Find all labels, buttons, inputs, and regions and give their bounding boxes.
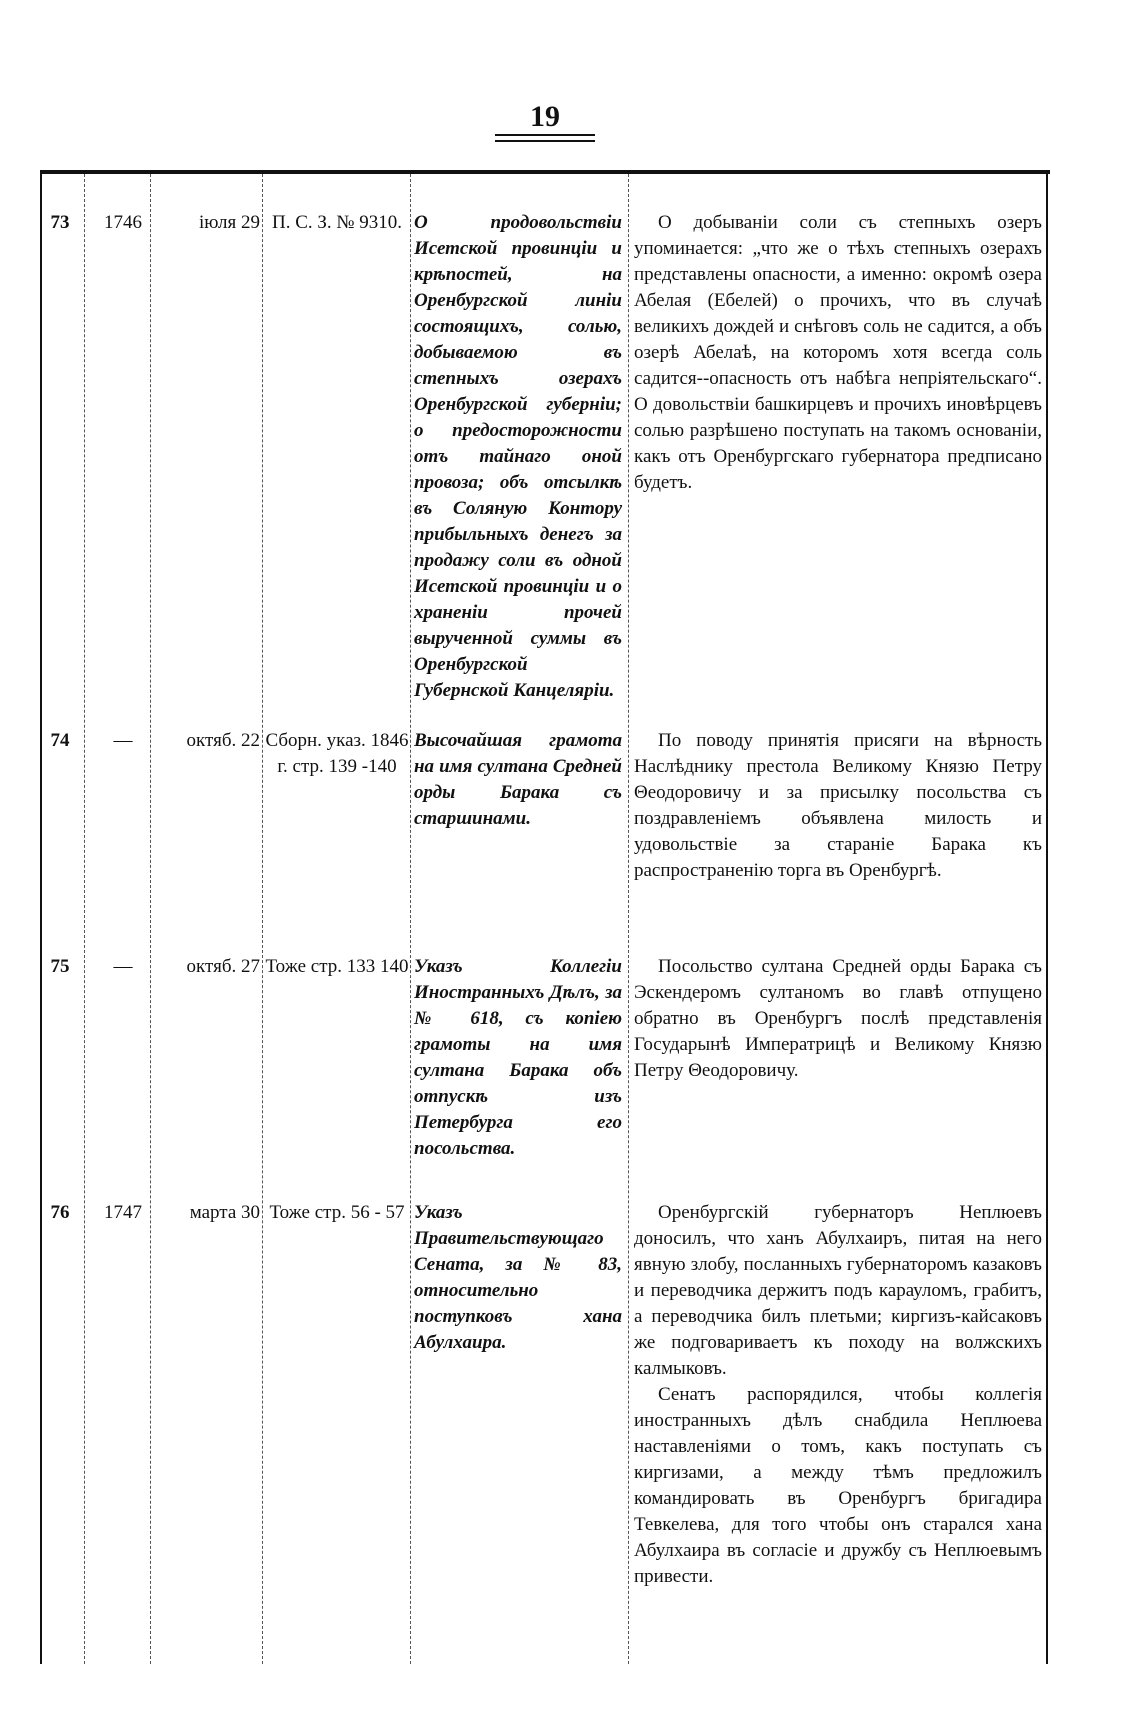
column-divider: [628, 174, 629, 1664]
entry-content: [634, 1200, 1042, 1590]
page-number-rule: [495, 134, 595, 136]
entry-source: Сборн. указ. 1846 г. стр. 139 -140: [265, 730, 409, 777]
column-divider: [410, 174, 411, 1664]
entry-title: Указъ Правительствующаго Сената, за № 83, относительно поступковъ хана Абулхаира.: [414, 1202, 622, 1353]
page-number: 19: [530, 100, 560, 133]
entry-date: октяб. 27: [186, 956, 260, 977]
entry-content: [634, 954, 1042, 1084]
entry-source: Тоже стр. 133 140: [265, 956, 409, 977]
entry-title: Указъ Коллегiи Иностранныхъ Дѣлъ, за № 618, съ копiею грамоты на имя султана Барака объ отпускѣ изъ Петербурга его посольства.: [414, 956, 622, 1159]
entry-source: П. С. З. № 9310.: [271, 212, 403, 233]
page-number-rule: [495, 140, 595, 142]
entry-paragraph: Посольство султана Средней орды Барака съ Эскендеромъ султаномъ во главѣ отпущено обратно въ Оренбургъ послѣ представленiя Государынѣ Императрицѣ и Великому Князю Петру Θеодоровичу.: [634, 956, 1042, 1081]
entry-year: 1747: [104, 1202, 142, 1223]
entry-title: О продовольствiи Исетской провинцiи и крѣпостей, на Оренбургской линiи состоящихъ, солью, добываемою въ степныхъ озерахъ Оренбургской губернiи; о предосторожности отъ тайнаго оной провоза; объ отсылкѣ въ Соляную Контору прибыльныхъ денегъ за продажу соли въ одной Исетской провинцiи и о храненiи прочей вырученной суммы въ Оренбургской Губернской Канцеляріи.: [414, 212, 622, 701]
entry-paragraph: Оренбургскiй губернаторъ Неплюевъ доносилъ, что ханъ Абулхаиръ, питая на него явную злобу, посланныхъ губернаторомъ казаковъ и переводчика держитъ подъ карауломъ, грабитъ, а переводчика билъ плетьми; киргизъ-кайсаковъ же подговариваетъ къ походу на волжскихъ калмыковъ.: [634, 1202, 1042, 1379]
entry-year: —: [113, 730, 133, 751]
entry-year: —: [113, 956, 133, 977]
entry-year: 1746: [104, 212, 142, 233]
column-divider: [1046, 174, 1048, 1664]
entry-date: марта 30: [189, 1202, 260, 1223]
column-divider: [150, 174, 151, 1664]
entry-title: Высочайшая грамота на имя султана Средней орды Барака съ старшинами.: [414, 730, 622, 829]
entry-content: [634, 728, 1042, 884]
entry-content: [634, 210, 1042, 496]
entry-date: iюля 29: [199, 212, 260, 233]
column-divider: [84, 174, 85, 1664]
entry-paragraph: По поводу принятiя присяги на вѣрность Наслѣднику престола Великому Князю Петру Θеодоровичу и за присылку посольства съ поздравленiемъ объявлена милость и удовольствiе за старанiе Барака къ распространенiю торга въ Оренбургѣ.: [634, 730, 1042, 881]
entry-number: 74: [50, 730, 70, 751]
entry-source: Тоже стр. 56 - 57: [269, 1202, 405, 1223]
entry-paragraph: О добыванiи соли съ степныхъ озеръ упоминается: „что же о тѣхъ степныхъ озерахъ представлены опасности, а именно: окромѣ озера Абелая (Ебелей) о прочихъ, что въ случаѣ великихъ дождей и снѣговъ соль не садится, а объ озерѣ Абелаѣ, на которомъ хотя всегда соль садится--опасность отъ набѣга непрiятельскаго“. О довольствiи башкирцевъ и прочихъ иновѣрцевъ солью разрѣшено поступать на такомъ основанiи, какъ отъ Оренбургскаго губернатора предписано будетъ.: [634, 212, 1042, 493]
table-top-rule: [40, 170, 1050, 174]
entry-date: октяб. 22: [186, 730, 260, 751]
column-divider: [262, 174, 263, 1664]
column-divider: [40, 174, 42, 1664]
entry-paragraph: Сенатъ распорядился, чтобы коллегiя иностранныхъ дѣлъ снабдила Неплюева наставленiями о томъ, какъ поступать съ киргизами, а между тѣмъ предложилъ командировать въ Оренбургъ бригадира Тевкелева, для того чтобы онъ старался хана Абулхаира въ согласiе и дружбу съ Неплюевымъ привести.: [634, 1384, 1042, 1587]
entry-number: 76: [50, 1202, 70, 1223]
entry-number: 73: [50, 212, 70, 233]
entry-number: 75: [50, 956, 70, 977]
